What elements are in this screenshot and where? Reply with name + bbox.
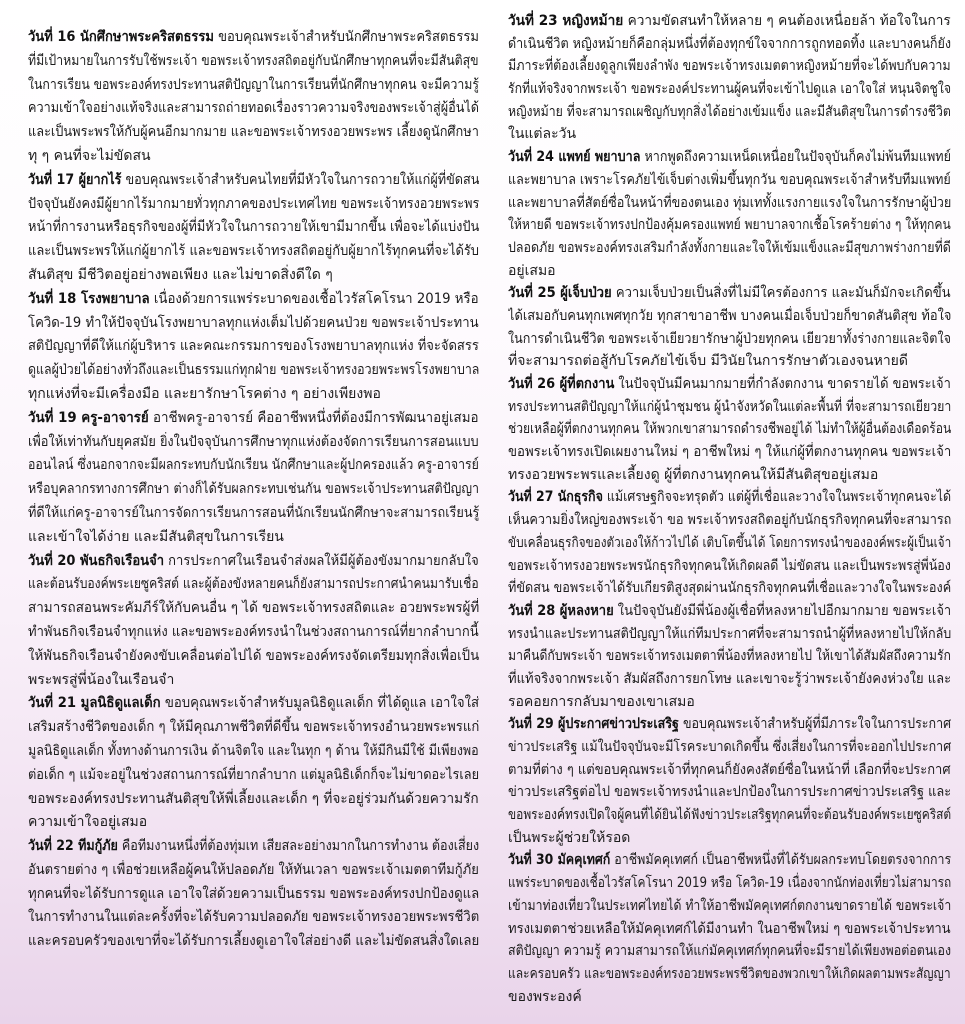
entry-text: ขอบคุณพระเจ้าสำหรับคนไทยที่มีหัวใจในการถวายให้แก่ผู้ที่ขัดสน (125, 171, 479, 188)
entry-first-line (508, 10, 951, 33)
entry-text-line: ทุกคนที่จะได้รับการดูแล เอาใจใส่ด้วยความเป็นธรรม ขอพระองค์ทรงปกป้องดูแล (28, 885, 479, 902)
entry-text-line: สติปัญญาที่ดีให้แก่ผู้บริหาร และคณะกรรมการของโรงพยาบาลทุกแห่ง ที่จะจัดสรร (28, 338, 479, 355)
entry-text-line: พระพรสู่พี่น้องในเรือนจำ (28, 671, 175, 688)
entry-heading: วันที่ 17 ผู้ยากไร้ (28, 171, 122, 188)
prayer-entry-day-19 (28, 407, 479, 550)
entry-text-line: ปลอดภัย ขอพระองค์ทรงเสริมกำลังทั้งกายและใจให้เข้มแข็งและมีสุขภาพร่างกายที่ดี (508, 239, 951, 256)
entry-text-line: รักที่แท้จริงจากพระเจ้า ขอพระองค์ประทานผู้คนที่จะเข้าไปดูแล เอาใจใส่ หนุนจิตชูใจ (508, 81, 951, 98)
entry-text: ความขัดสนทำให้หลาย ๆ คนต้องเหนื่อยล้า ท้อใจในการ (627, 13, 951, 29)
prayer-entry-day-21 (28, 692, 479, 835)
entry-text-line: ทุกแห่งที่จะมีเครื่องมือ และยารักษาโรคต่าง ๆ อย่างเพียงพอ (28, 385, 381, 402)
entry-heading: วันที่ 19 ครู-อาจารย์ (28, 409, 149, 426)
entry-text: อาชีพครู-อาจารย์ คืออาชีพหนึ่งที่ต้องมีการพัฒนาอยู่เสมอ (153, 409, 479, 426)
entry-text-line: เป็นพระผู้ช่วยให้รอด (508, 829, 631, 846)
prayer-entry-day-28 (508, 600, 951, 713)
entry-text: คือทีมงานหนึ่งที่ต้องทุ่มเท เสียสละอย่างมากในการทำงาน ต้องเสี่ยง (121, 838, 479, 855)
entry-text-line: ที่มีเป้าหมายในการรับใช้พระเจ้า ขอพระเจ้าทรงสถิตอยู่กับนักศึกษาทุกคนที่จะมีสันติสุข (28, 52, 479, 69)
entry-text: อาชีพมัคคุเทศก์ เป็นอาชีพหนึ่งที่ได้รับผลกระทบโดยตรงจากการ (614, 852, 951, 869)
entry-heading: วันที่ 24 แพทย์ พยาบาล (508, 149, 641, 166)
entry-text-line: อยู่เสมอ (508, 262, 556, 279)
entry-text-line: ความเข้าใจอยู่เสมอ (28, 814, 148, 831)
entry-first-line (28, 692, 479, 716)
entry-heading: วันที่ 29 ผู้ประกาศข่าวประเสริฐ (508, 716, 679, 733)
entry-heading: วันที่ 25 ผู้เจ็บป่วย (508, 285, 612, 302)
entry-text-line: และเข้าใจได้ง่าย และมีสันติสุขในการเรียน (28, 528, 284, 545)
entry-text-line: เข้ามาท่องเที่ยวในประเทศไทยได้ ทำให้อาชีพมัคคุเทศก์ตกงานขาดรายได้ ขอพระเจ้า (508, 897, 951, 914)
entry-first-line (508, 486, 951, 509)
entry-text-line: ดำเนินชีวิต หญิงหม้ายก็คือกลุ่มหนึ่งที่ต้องทุกข์ใจจากการถูกทอดทิ้ง และบางคนก็ยัง (508, 35, 951, 52)
entry-text-line: ที่ดีให้แก่ครู-อาจารย์ในการจัดการเรียนการสอนที่นักเรียนนักศึกษาจะสามารถเรียนรู้ (28, 504, 479, 521)
prayer-entry-day-26 (508, 373, 951, 486)
entry-text: ขอบคุณพระเจ้าสำหรับนักศึกษาพระคริสตธรรม (218, 29, 479, 45)
entry-text-line: ข่าวประเสริฐต่อไป ขอพระเจ้าทรงนำและปกป้องในการประกาศข่าวประเสริฐ และ (508, 784, 951, 801)
entry-heading: วันที่ 26 ผู้ที่ตกงาน (508, 376, 615, 392)
entry-text-line: ข่าวประเสริฐ แม้ในปัจจุบันจะมีโรคระบาดเกิดขึ้น ซึ่งเสี่ยงในการที่จะออกไปประกาศ (508, 739, 951, 755)
entry-text-line: ให้หายดี ขอพระเจ้าทรงปกป้องคุ้มครองแพทย์ พยาบาลจากเชื้อโรคร้ายต่าง ๆ ให้ทุกคน (508, 217, 951, 234)
entry-text-line: และต้อนรับองค์พระเยซูคริสต์ และผู้ต้องขังหลายคนก็ยังสามารถประกาศนำคนมารับเชื่อ (28, 576, 479, 593)
entry-heading: วันที่ 21 มูลนิธิดูแลเด็ก (28, 695, 161, 712)
prayer-entry-day-25 (508, 282, 951, 373)
prayer-entry-day-27 (508, 486, 951, 599)
entry-text-line: หน้าที่การงานหรือธุรกิจของผู้ที่มีหัวใจในการถวายให้เขามีมากขึ้น เพื่อจะได้แบ่งปัน (28, 219, 479, 236)
entry-text: ในปัจจุบันมีคนมากมายที่กำลังตกงาน ขาดรายได้ ขอพระเจ้า (618, 376, 951, 392)
entry-text-line: และครอบครัว และขอพระองค์ทรงอวยพระพรชีวิตของพวกเขาให้เกิดผลตามพระสัญญา (508, 965, 951, 982)
entry-first-line (508, 282, 951, 305)
entry-heading: วันที่ 27 นักธุรกิจ (508, 489, 603, 506)
entry-text-line: ในแต่ละวัน (508, 126, 577, 143)
entry-text-line: สติปัญญา ความรู้ ความสามารถให้แก่มัคคุเทศก์ทุกคนที่จะมีรายได้เพียงพอต่อตนเอง (508, 943, 951, 960)
prayer-entry-day-22 (28, 835, 479, 954)
prayer-entry-day-23 (508, 10, 951, 146)
entry-heading: วันที่ 16 นักศึกษาพระคริสตธรรม (28, 29, 214, 45)
entry-text: ความเจ็บป่วยเป็นสิ่งที่ไม่มีใครต้องการ และมันก็มักจะเกิดขึ้น (615, 285, 951, 302)
entry-heading: วันที่ 20 พันธกิจเรือนจำ (28, 552, 165, 569)
entry-text: เนื่องด้วยการแพร่ระบาดของเชื้อไวรัสโคโรนา 2019 หรือ (153, 290, 479, 307)
entry-text-line: ในการทำงานในแต่ละครั้งที่จะได้รับความปลอดภัย ขอพระเจ้าทรงอวยพระพรชีวิต (28, 909, 479, 926)
entry-text-line: รอคอยการกลับมาของเขาเสมอ (508, 693, 695, 710)
prayer-entry-day-30 (508, 849, 951, 1008)
entry-text-line: ขอพระองค์ทรงเปิดใจผู้คนที่ได้ยินได้ฟังข่าวประเสริฐทุกคนที่จะต้อนรับองค์พระเยซูคริสต์ (508, 807, 951, 824)
prayer-entry-day-20 (28, 550, 479, 693)
entry-text-line: ทรงนำและประทานสติปัญญาให้แก่ทีมประกาศที่จะสามารถนำผู้ที่หลงหายไปให้กลับ (508, 625, 951, 642)
entry-text-line: ตามที่ต่าง ๆ แต่ขอบคุณพระเจ้าที่ทุกคนก็ยังคงสัตย์ซื่อในหน้าที่ เลือกที่จะประกาศ (508, 761, 951, 778)
entry-text-line: มีภาระที่ต้องเลี้ยงดูลูกเพียงลำพัง ขอพระเจ้าทรงเมตตาหญิงหม้ายที่จะได้พบกับความ (508, 58, 951, 75)
entry-first-line (508, 146, 951, 169)
entry-text-line: ในการดำเนินชีวิต ขอพระเจ้าเยียวยารักษาผู้ป่วยทุกคน เยียวยาทั้งร่างกายและจิตใจ (508, 330, 951, 347)
entry-text-line: ขอพระองค์ทรงประทานสันติสุขให้พี่เลี้ยงและเด็ก ๆ ที่จะอยู่ร่วมกันด้วยความรัก (28, 790, 479, 807)
entry-text-line: หรือบุคลากรทางการศึกษา ต่างก็ได้รับผลกระทบเช่นกัน ขอพระเจ้าประทานสติปัญญา (28, 481, 479, 498)
entry-heading: วันที่ 22 ทีมกู้ภัย (28, 838, 118, 855)
entry-text: แม้เศรษฐกิจจะทรุดตัว แต่ผู้ที่เชื่อและวางใจในพระเจ้าทุกคนจะได้ (606, 489, 951, 506)
entry-text-line: อันตรายต่าง ๆ เพื่อช่วยเหลือผู้คนให้ปลอดภัย ให้ทันเวลา ขอพระเจ้าเมตตาทีมกู้ภัย (28, 861, 479, 878)
entry-text-line: ทำพันธกิจเรือนจำทุกแห่ง และขอพระองค์ทรงนำในช่วงสถานการณ์ที่ยากลำบากนี้ (28, 623, 479, 640)
entry-text-line: ช่วยเหลือผู้ที่ตกงานทุกคน ให้พวกเขาสามารถดำรงชีพอยู่ได้ ไม่ทำให้ผู้อื่นต้องเดือดร้อน (508, 421, 951, 438)
entry-heading: วันที่ 23 หญิงหม้าย (508, 13, 624, 29)
entry-text-line: ต่อเด็ก ๆ แม้จะอยู่ในช่วงสถานการณ์ที่ยากลำบาก แต่มูลนิธิเด็กก็จะไม่ขาดอะไรเลย (28, 766, 479, 783)
entry-first-line (508, 600, 951, 623)
entry-text-line: ขอพระเจ้าทรงเปิดเผยงานใหม่ ๆ อาชีพใหม่ ๆ ให้แก่ผู้ที่ตกงานทุกคน ขอพระเจ้า (508, 444, 951, 461)
prayer-entry-day-24 (508, 146, 951, 282)
entry-text-line: แพร่ระบาดของเชื้อไวรัสโคโรนา 2019 หรือ โควิด-19 เนื่องจากนักท่องเที่ยวไม่สามารถ (508, 875, 951, 892)
entry-first-line (28, 550, 479, 574)
entry-text-line: และพยาบาล เพราะโรคภัยไข้เจ็บต่างเพิ่มขึ้นทุกวัน ขอบคุณพระเจ้าสำหรับทีมแพทย์ (508, 171, 951, 188)
entry-text-line: มูลนิธิดูแลเด็ก ทั้งทางด้านการเงิน ด้านจิตใจ และในทุก ๆ ด้าน ให้มีกินมีใช้ มีเพียงพอ (28, 742, 479, 759)
entry-text-line: มาคืนดีกับพระเจ้า ขอพระเจ้าทรงเมตตาพี่น้องที่หลงหายไป ให้เขาได้สัมผัสถึงความรัก (508, 648, 951, 665)
entry-text-line: ออนไลน์ ซึ่งนอกจากจะมีผลกระทบกับนักเรียน นักศึกษาและผู้ปกครองแล้ว ครู-อาจารย์ (28, 457, 479, 474)
entry-text-line: และครอบครัวของเขาที่จะได้รับการเลี้ยงดูเอาใจใส่อย่างดี และไม่ขัดสนสิ่งใดเลย (28, 933, 479, 950)
entry-first-line (508, 373, 951, 396)
prayer-entry-day-29 (508, 713, 951, 849)
entry-text-line: ทรงอวยพระพรและเลี้ยงดู ผู้ที่ตกงานทุกคนให้มีสันติสุขอยู่เสมอ (508, 466, 879, 483)
entry-text-line: ความเข้าใจอย่างแท้จริงและสามารถถ่ายทอดเรื่องราวความจริงของพระเจ้าสู่ผู้อื่นได้ (28, 100, 479, 117)
entry-text-line: โควิด-19 ทำให้ปัจจุบันโรงพยาบาลทุกแห่งเต็มไปด้วยคนป่วย ขอพระเจ้าประทาน (28, 314, 479, 331)
entry-text-line: และพยาบาลที่สัตย์ซื่อในหน้าที่ของตนเอง ทุ่มเททั้งแรงกายแรงใจในการรักษาผู้ป่วย (508, 194, 951, 211)
entry-first-line (28, 835, 479, 859)
prayer-entry-day-17 (28, 169, 479, 288)
entry-text: ในปัจจุบันยังมีพี่น้องผู้เชื่อที่หลงหายไปอีกมากมาย ขอพระเจ้า (617, 602, 951, 619)
entry-first-line (28, 169, 479, 193)
entry-text-line: ดูแลผู้ป่วยได้อย่างทั่วถึงและเป็นธรรมแก่ทุกฝ่าย ขอพระเจ้าทรงอวยพระพรโรงพยาบาล (28, 362, 479, 379)
entry-first-line (508, 849, 951, 872)
entry-first-line (28, 26, 479, 50)
entry-text-line: เสริมสร้างชีวิตของเด็ก ๆ ให้มีคุณภาพชีวิตที่ดีขึ้น ขอพระเจ้าทรงอำนวยพระพรแก่ (28, 719, 479, 736)
entry-text: หากพูดถึงความเหน็ดเหนื่อยในปัจจุบันก็คงไม่พ้นทีมแพทย์ (644, 149, 951, 166)
entry-text-line: เห็นความยิ่งใหญ่ของพระเจ้า ขอ พระเจ้าทรงสถิตอยู่กับนักธุรกิจทุกคนที่จะสามารถ (508, 512, 951, 529)
entry-first-line (28, 407, 479, 431)
entry-text: การประกาศในเรือนจำส่งผลให้มีผู้ต้องขังมากมายกลับใจ (168, 552, 479, 569)
entry-text-line: ที่จะสามารถต่อสู้กับโรคภัยไข้เจ็บ มีวินัยในการรักษาตัวเองจนหายดี (508, 353, 908, 370)
entry-heading: วันที่ 30 มัคคุเทศก์ (508, 852, 611, 869)
entry-first-line (508, 713, 951, 736)
entry-text-line: และเป็นพระพรให้กับผู้คนอีกมากมาย และขอพระเจ้าทรงอวยพระพร เลี้ยงดูนักศึกษา (28, 124, 479, 141)
left-column (28, 26, 479, 954)
entry-text-line: ทรงประทานสติปัญญาให้แก่ผู้นำชุมชน ผู้นำจังหวัดในแต่ละพื้นที่ ที่จะสามารถเยียวยา (508, 398, 951, 415)
entry-text-line: ขับเคลื่อนธุรกิจของตัวเองให้ก้าวไปได้ เติบโตขึ้นได้ โดยการทรงนำขององค์พระผู้เป็นเจ้า (508, 534, 951, 551)
entry-text-line: ขอพระเจ้าทรงอวยพระพรนักธุรกิจทุกคนให้เกิดผลดี ไม่ขัดสน และเป็นพระพรสู่พี่น้อง (508, 557, 951, 574)
entry-text-line: ได้เสมอกับคนทุกเพศทุกวัย ทุกสาขาอาชีพ บางคนเมื่อเจ็บป่วยก็ขาดสันติสุข ท้อใจ (508, 307, 951, 324)
entry-text-line: ที่ขัดสน ขอพระเจ้าได้รับเกียรติสูงสุดผ่านนักธุรกิจทุกคนที่เชื่อและวางใจในพระองค์ (508, 580, 951, 597)
entry-text-line: สันติสุข มีชีวิตอยู่อย่างพอเพียง และไม่ขาดสิ่งดีใด ๆ (28, 266, 333, 283)
entry-text-line: ปัจจุบันยังคงมีผู้ยากไร้มากมายทั่วทุกภาคของประเทศไทย ขอพระเจ้าทรงอวยพระพร (28, 195, 479, 212)
entry-first-line (28, 288, 479, 312)
entry-text: ขอบคุณพระเจ้าสำหรับผู้ที่มีภาระใจในการประกาศ (682, 716, 951, 733)
entry-text-line: สามารถสอนพระคัมภีร์ให้กับคนอื่น ๆ ได้ ขอพระเจ้าทรงสถิตและ อวยพระพรผู้ที่ (28, 600, 479, 617)
entry-text-line: ของพระองค์ (508, 988, 582, 1005)
entry-heading: วันที่ 18 โรงพยาบาล (28, 290, 150, 307)
entry-text: ขอบคุณพระเจ้าสำหรับมูลนิธิดูแลเด็ก ที่ได้ดูแล เอาใจใส่ (164, 695, 479, 712)
prayer-entry-day-16 (28, 26, 479, 169)
entry-text-line: หญิงหม้าย ที่จะสามารถเผชิญกับทุกสิ่งได้อย่างเข้มแข็ง และมีสันติสุขในการดำรงชีวิต (508, 103, 951, 120)
entry-text-line: ในการเรียน ขอพระองค์ทรงประทานสติปัญญาในการเรียนที่นักศึกษาทุกคน จะมีความรู้ (28, 76, 479, 93)
entry-heading: วันที่ 28 ผู้หลงหาย (508, 602, 614, 619)
prayer-entry-day-18 (28, 288, 479, 407)
entry-text-line: และเป็นพระพรให้แก่ผู้ยากไร้ และขอพระเจ้าทรงสถิตอยู่กับผู้ยากไร้ทุกคนที่จะได้รับ (28, 243, 479, 260)
entry-text-line: ที่แท้จริงจากพระเจ้า สัมผัสถึงการยกโทษ และเขาจะรู้ว่าพระเจ้ายังคงห่วงใย และ (508, 670, 951, 687)
right-column (508, 10, 951, 1008)
entry-text-line: ทุ ๆ คนที่จะไม่ขัดสน (28, 147, 151, 164)
entry-text-line: เพื่อให้เท่าทันกับยุคสมัย ยิ่งในปัจจุบันการศึกษาทุกแห่งต้องจัดการเรียนการสอนแบบ (28, 433, 479, 450)
entry-text-line: ทรงเมตตาช่วยเหลือให้มัคคุเทศก์ได้มีงานทำ ในอาชีพใหม่ ๆ ขอพระเจ้าประทาน (508, 920, 951, 937)
entry-text-line: ให้พันธกิจเรือนจำยังคงขับเคลื่อนต่อไปได้ ขอพระองค์ทรงจัดเตรียมทุกสิ่งเพื่อเป็น (28, 647, 479, 664)
